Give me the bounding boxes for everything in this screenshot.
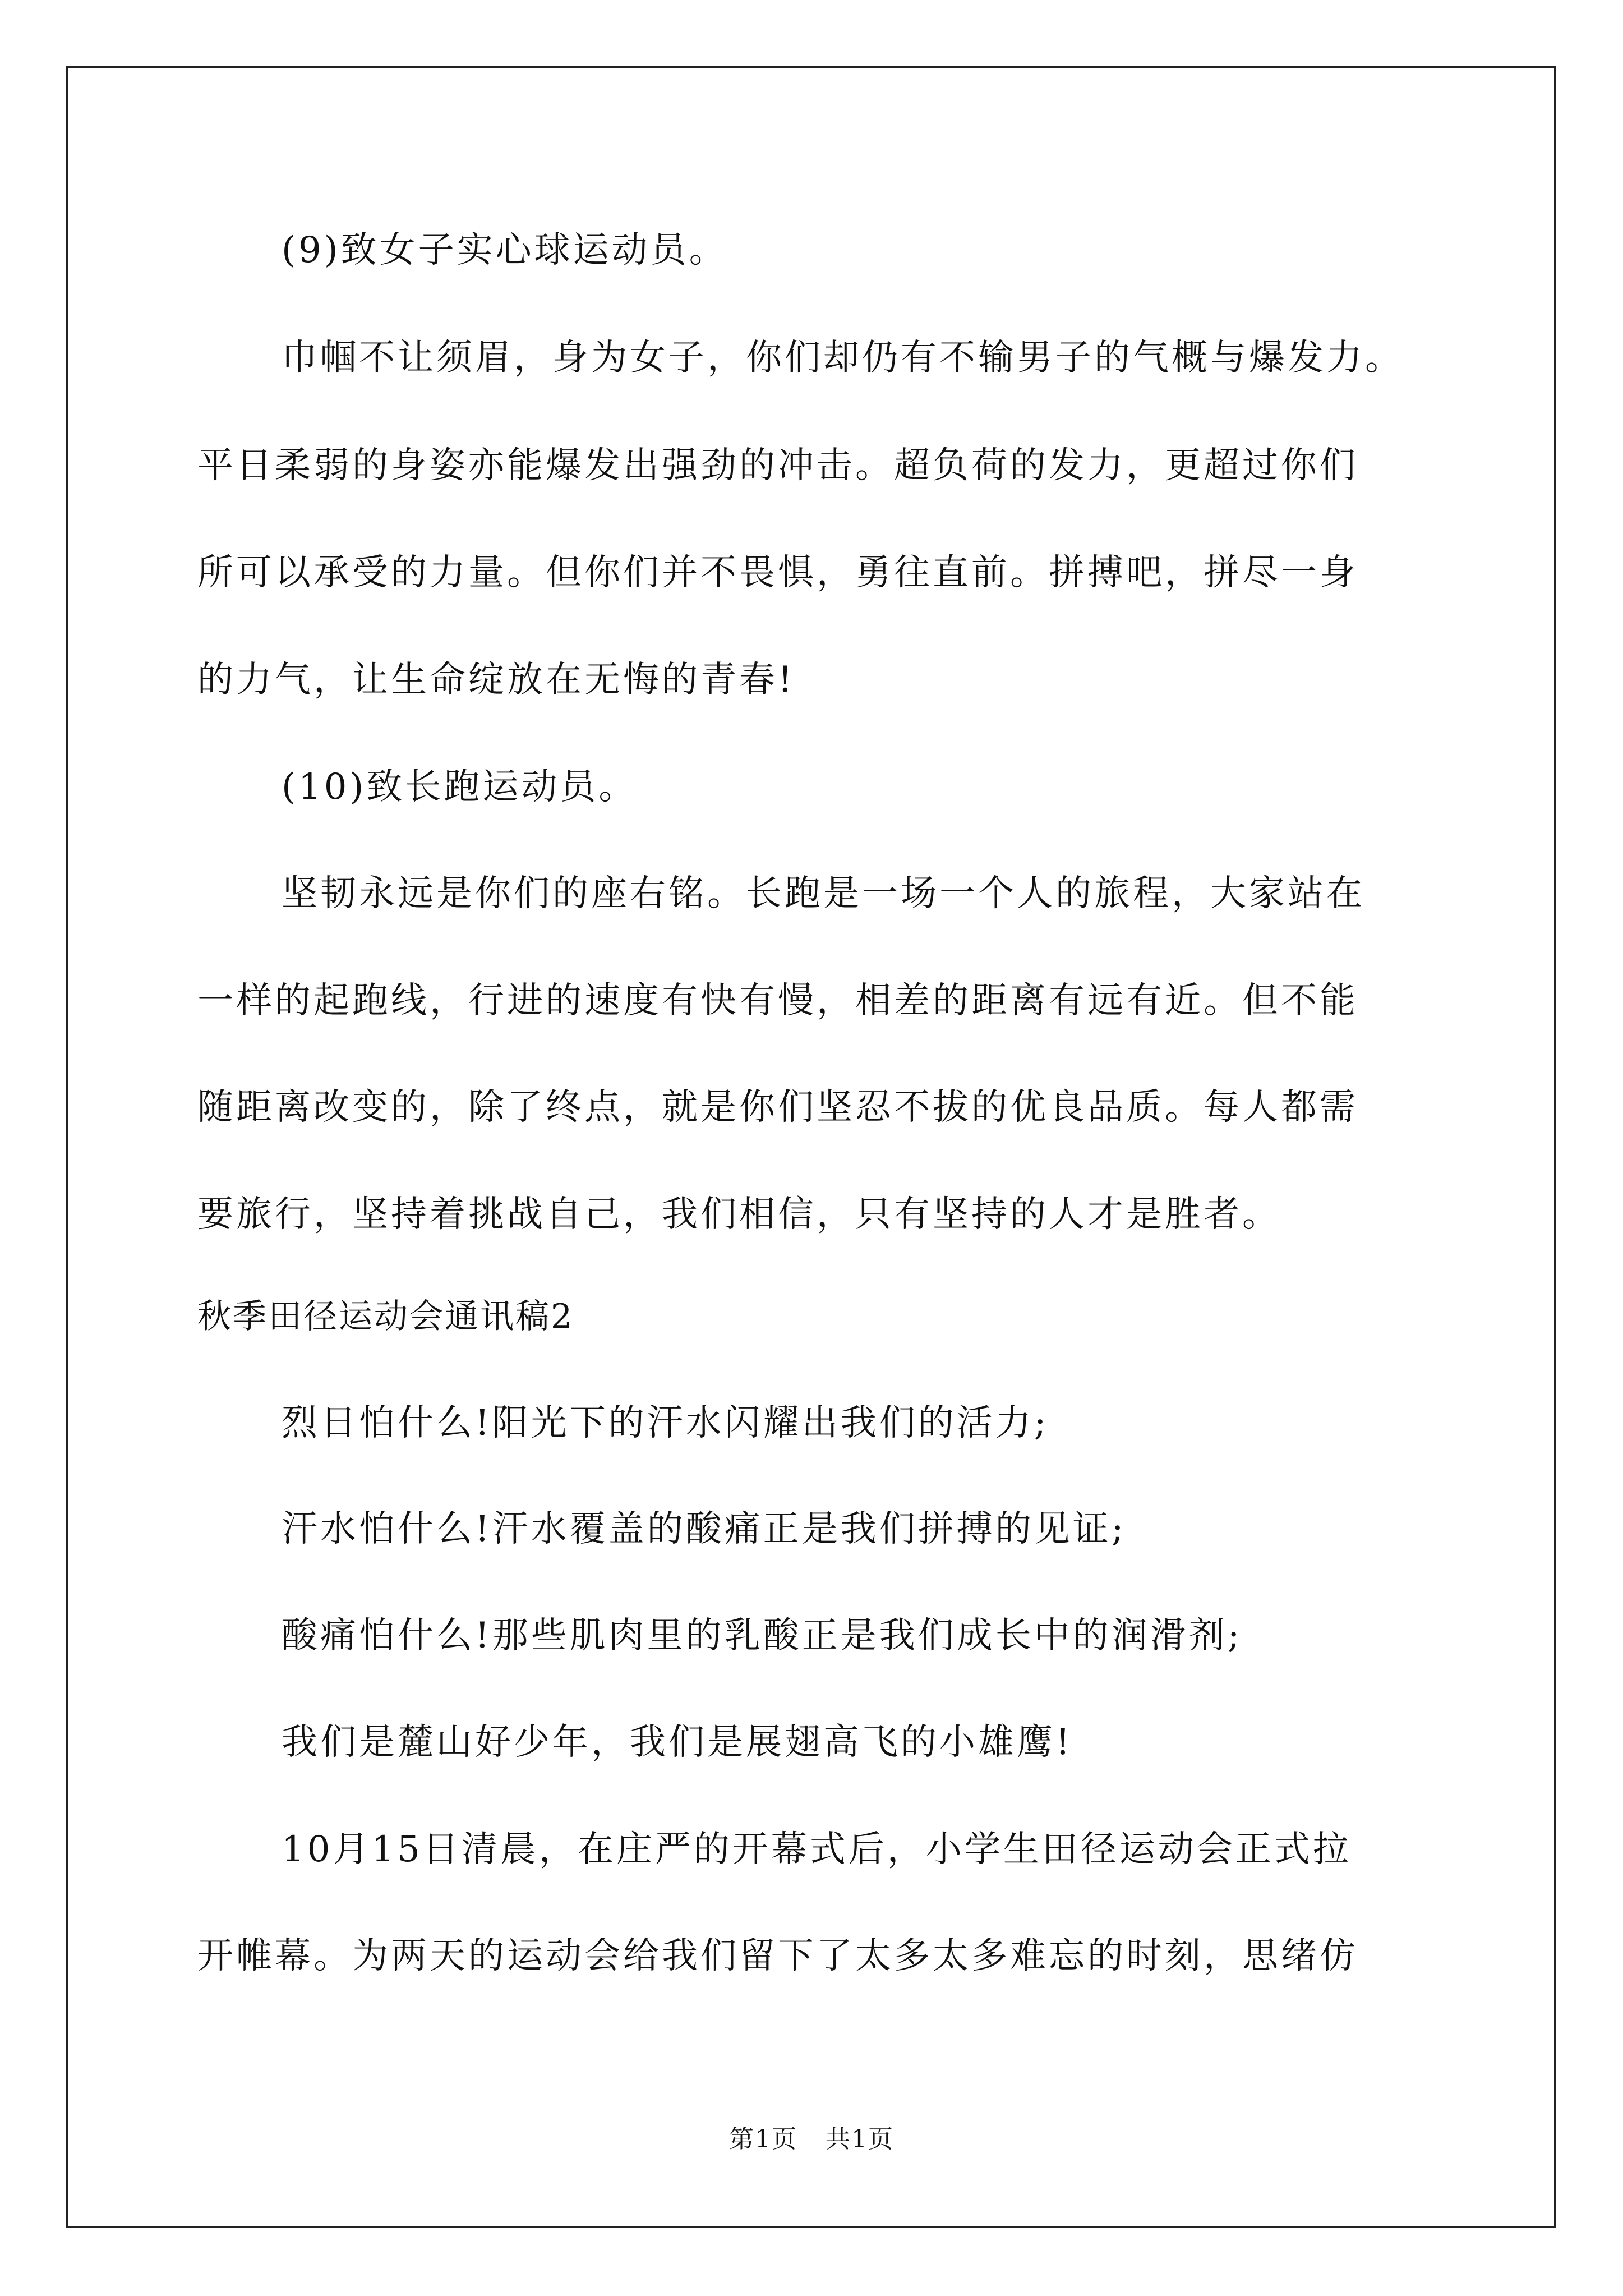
- paragraph-line: 平日柔弱的身姿亦能爆发出强劲的冲击。超负荷的发力，更超过你们: [197, 445, 1358, 486]
- article-title: 秋季田径运动会通讯稿2: [197, 1297, 574, 1336]
- paragraph-line: 10月15日清晨，在庄严的开幕式后，小学生田径运动会正式拉: [282, 1829, 1352, 1870]
- section-heading-10: (10)致长跑运动员。: [282, 766, 638, 808]
- page-number: 第1页: [729, 2125, 797, 2154]
- paragraph-line: 烈日怕什么!阳光下的汗水闪耀出我们的活力;: [282, 1402, 1049, 1444]
- paragraph-line: 所可以承受的力量。但你们并不畏惧，勇往直前。拼搏吧，拼尽一身: [197, 552, 1358, 593]
- paragraph-line: 一样的起跑线，行进的速度有快有慢，相差的距离有远有近。但不能: [197, 980, 1358, 1022]
- paragraph-line: 要旅行，坚持着挑战自己，我们相信，只有坚持的人才是胜者。: [197, 1194, 1281, 1235]
- paragraph-line: 坚韧永远是你们的座右铭。长跑是一场一个人的旅程，大家站在: [282, 873, 1365, 914]
- page-footer: [0, 2124, 1623, 2155]
- paragraph-line: 汗水怕什么!汗水覆盖的酸痛正是我们拼搏的见证;: [282, 1508, 1127, 1550]
- paragraph-line: 开帷幕。为两天的运动会给我们留下了太多太多难忘的时刻，思绪仿: [197, 1935, 1358, 1977]
- paragraph-line: 我们是麓山好少年，我们是展翅高飞的小雄鹰!: [282, 1722, 1073, 1763]
- page-total: 共1页: [826, 2125, 894, 2154]
- paragraph-line: 酸痛怕什么!那些肌肉里的乳酸正是我们成长中的润滑剂;: [282, 1615, 1243, 1657]
- page-frame: [66, 66, 1556, 2228]
- paragraph-line: 巾帼不让须眉，身为女子，你们却仍有不输男子的气概与爆发力。: [282, 337, 1404, 379]
- paragraph-line: 随距离改变的，除了终点，就是你们坚忍不拔的优良品质。每人都需: [197, 1087, 1358, 1128]
- section-heading-9: (9)致女子实心球运动员。: [282, 229, 728, 271]
- paragraph-line: 的力气，让生命绽放在无悔的青春!: [197, 659, 795, 701]
